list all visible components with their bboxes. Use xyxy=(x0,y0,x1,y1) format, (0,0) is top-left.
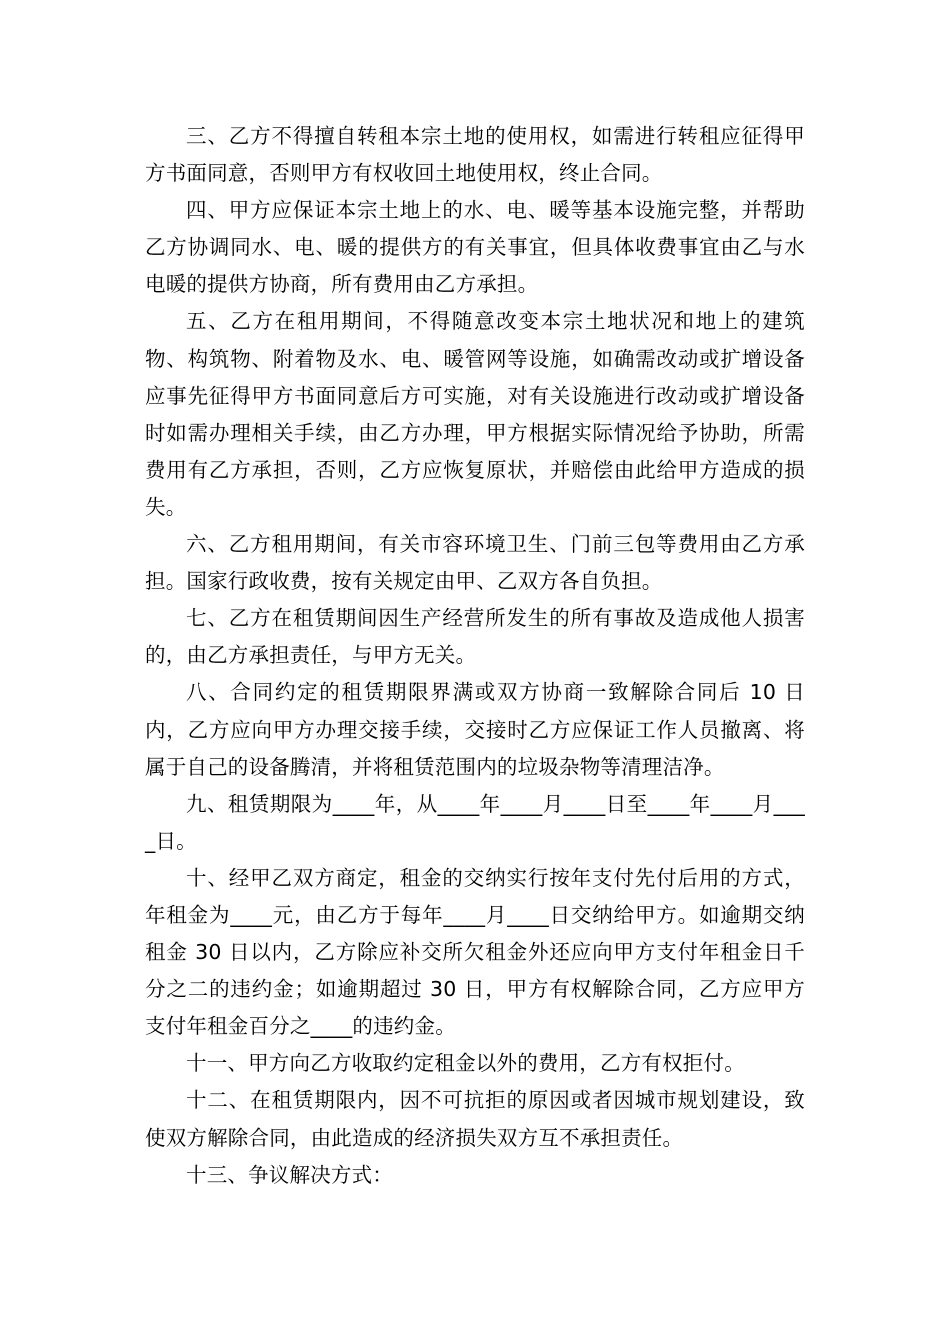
clause-12: 十二、在租赁期限内，因不可抗拒的原因或者因城市规划建设，致使双方解除合同，由此造成的经济损失双方互不承担责任。 xyxy=(145,1088,805,1150)
clause-6: 六、乙方租用期间，有关市容环境卫生、门前三包等费用由乙方承担。国家行政收费，按有关规定由甲、乙双方各自负担。 xyxy=(145,532,805,594)
clause-7: 七、乙方在租赁期间因生产经营所发生的所有事故及造成他人损害的，由乙方承担责任，与甲方无关。 xyxy=(145,606,805,668)
clause-13: 十三、争议解决方式： xyxy=(186,1162,393,1187)
clause-4: 四、甲方应保证本宗土地上的水、电、暖等基本设施完整，并帮助乙方协调同水、电、暖的提供方的有关事宜，但具体收费事宜由乙与水电暖的提供方协商，所有费用由乙方承担。 xyxy=(145,198,805,297)
clause-5: 五、乙方在租用期间，不得随意改变本宗土地状况和地上的建筑物、构筑物、附着物及水、电、暖管网等设施，如确需改动或扩增设备应事先征得甲方书面同意后方可实施，对有关设施进行改动或扩增设备时如需办理相关手续，由乙方办理，甲方根据实际情况给予协助，所需费用有乙方承担，否则，乙方应恢复原状，并赔偿由此给甲方造成的损失。 xyxy=(145,309,805,519)
document-body xyxy=(145,118,805,1194)
clause-9: 九、租赁期限为____年，从____年____月____日至____年____月____日。 xyxy=(145,791,805,853)
clause-8: 八、合同约定的租赁期限界满或双方协商一致解除合同后 10 日内，乙方应向甲方办理交接手续，交接时乙方应保证工作人员撤离、将属于自己的设备腾清，并将租赁范围内的垃圾杂物等清理洁净。 xyxy=(145,680,805,779)
clause-3: 三、乙方不得擅自转租本宗土地的使用权，如需进行转租应征得甲方书面同意，否则甲方有权收回土地使用权，终止合同。 xyxy=(145,124,805,186)
clause-11: 十一、甲方向乙方收取约定租金以外的费用，乙方有权拒付。 xyxy=(186,1051,745,1076)
clause-10: 十、经甲乙双方商定，租金的交纳实行按年支付先付后用的方式，年租金为____元，由乙方于每年____月____日交纳给甲方。如逾期交纳租金 30 日以内，乙方除应补交所欠租金外还应向甲方支付年租金日千分之二的违约金；如逾期超过 30 日，甲方有权解除合同，乙方应甲方支付年租金百分之____的违约金。 xyxy=(145,865,805,1039)
